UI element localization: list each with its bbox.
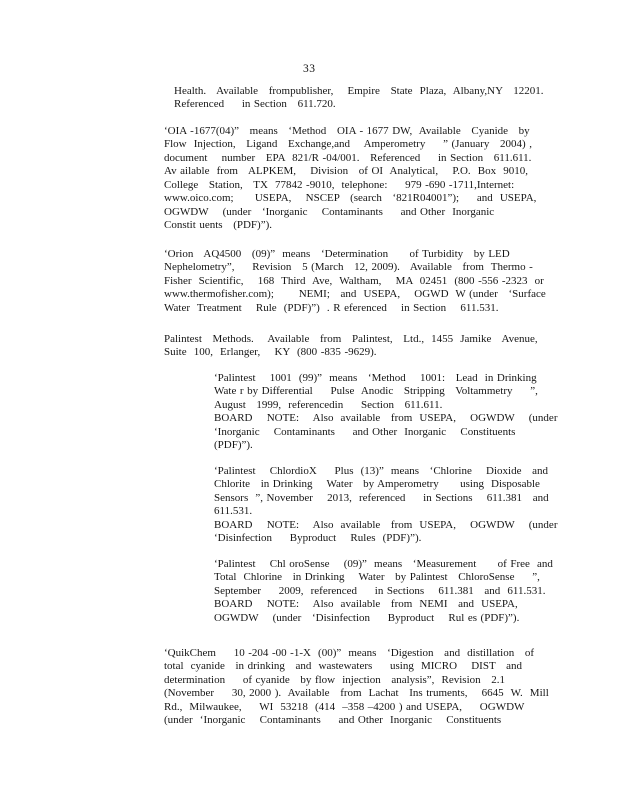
text-line: Palintest Methods. Available from Palintest, Ltd., 1455 Jamike Avenue,: [164, 333, 538, 345]
text-line: determination of cyanide by flow injection analysis”, Revision 2.1: [164, 673, 506, 686]
text-line: total cyanide in drinking and wastewaters using MICRO DIST and: [164, 660, 522, 673]
text-line: ‘Disinfection Byproduct Rules (PDF)”).: [214, 532, 422, 545]
text-line: August 1999, referencedin Section 611.611.: [214, 398, 443, 411]
page-number: 33: [303, 63, 316, 75]
paragraph: [174, 85, 544, 112]
text-line: Water Treatment Rule (PDF)”) . R eferenced in Section 611.531.: [164, 301, 499, 314]
text-line: Fisher Scientific, 168 Third Ave, Waltham, MA 02451 (800 -556 -2323 or: [164, 274, 544, 287]
text-line: Sensors ”, November 2013, referenced in Sections 611.381 and: [214, 491, 549, 504]
text-line: Total Chlorine in Drinking Water by Palintest ChloroSense ”,: [214, 571, 540, 584]
text-line: ‘Palintest Chl oroSense (09)” means ‘Measurement of Free and: [214, 558, 553, 570]
paragraph: [214, 372, 557, 453]
text-line: 611.531.: [214, 505, 253, 518]
text-line: Av ailable from ALPKEM, Division of OI Analytical, P.O. Box 9010,: [164, 165, 528, 178]
text-line: September 2009, referenced in Sections 611.381 and 611.531.: [214, 584, 546, 597]
text-line: Health. Available frompublisher, Empire State Plaza, Albany,NY 12201.: [174, 85, 544, 97]
text-line: OGWDW (under ‘Disinfection Byproduct Rul es (PDF)”).: [214, 611, 520, 624]
text-line: ‘OIA -1677(04)” means ‘Method OIA - 1677 DW, Available Cyanide by: [164, 125, 530, 137]
text-line: document number EPA 821/R -04/001. Referenced in Section 611.611.: [164, 151, 532, 164]
text-line: (PDF)”).: [214, 439, 253, 452]
text-line: www.thermofisher.com); NEMI; and USEPA, OGWD W (under ‘Surface: [164, 288, 546, 301]
text-line: ‘Palintest ChlordioX Plus (13)” means ‘Chlorine Dioxide and: [214, 465, 548, 477]
text-line: (under ‘Inorganic Contaminants and Other Inorganic Constituents: [164, 714, 502, 727]
text-line: OGWDW (under ‘Inorganic Contaminants and Other Inorganic: [164, 205, 495, 218]
paragraph: [164, 333, 538, 360]
text-line: ‘QuikChem 10 -204 -00 -1-X (00)” means ‘Digestion and distillation of: [164, 647, 535, 659]
paragraph: [164, 647, 549, 728]
text-line: www.oico.com; USEPA, NSCEP (search ‘821R04001”); and USEPA,: [164, 192, 537, 205]
text-line: Rd., Milwaukee, WI 53218 (414 –358 –4200 ) and USEPA, OGWDW: [164, 700, 525, 713]
text-line: Chlorite in Drinking Water by Amperometry using Disposable: [214, 478, 540, 491]
text-line: BOARD NOTE: Also available from NEMI and USEPA,: [214, 598, 518, 611]
text-line: BOARD NOTE: Also available from USEPA, OGWDW (under: [214, 412, 558, 425]
text-line: (November 30, 2000 ). Available from Lachat Ins truments, 6645 W. Mill: [164, 687, 549, 700]
text-line: Referenced in Section 611.720.: [174, 98, 336, 111]
text-line: Constit uents (PDF)”).: [164, 219, 273, 232]
paragraph: [164, 125, 536, 233]
paragraph: [214, 558, 553, 625]
text-line: ‘Inorganic Contaminants and Other Inorganic Constituents: [214, 425, 516, 438]
text-line: Suite 100, Erlanger, KY (800 -835 -9629).: [164, 346, 377, 359]
paragraph: [164, 248, 546, 315]
text-line: ‘Palintest 1001 (99)” means ‘Method 1001: Lead in Drinking: [214, 372, 537, 384]
text-line: Wate r by Differential Pulse Anodic Stripping Voltammetry ”,: [214, 385, 538, 398]
paragraph: [214, 465, 557, 546]
text-line: Nephelometry”, Revision 5 (March 12, 2009). Available from Thermo -: [164, 261, 533, 274]
text-line: ‘Orion AQ4500 (09)” means ‘Determination of Turbidity by LED: [164, 248, 510, 260]
text-line: Flow Injection, Ligand Exchange,and Amperometry ” (January 2004) ,: [164, 138, 532, 151]
text-line: College Station, TX 77842 -9010, telephone: 979 -690 -1711,Internet:: [164, 178, 515, 191]
text-line: BOARD NOTE: Also available from USEPA, OGWDW (under: [214, 518, 558, 531]
